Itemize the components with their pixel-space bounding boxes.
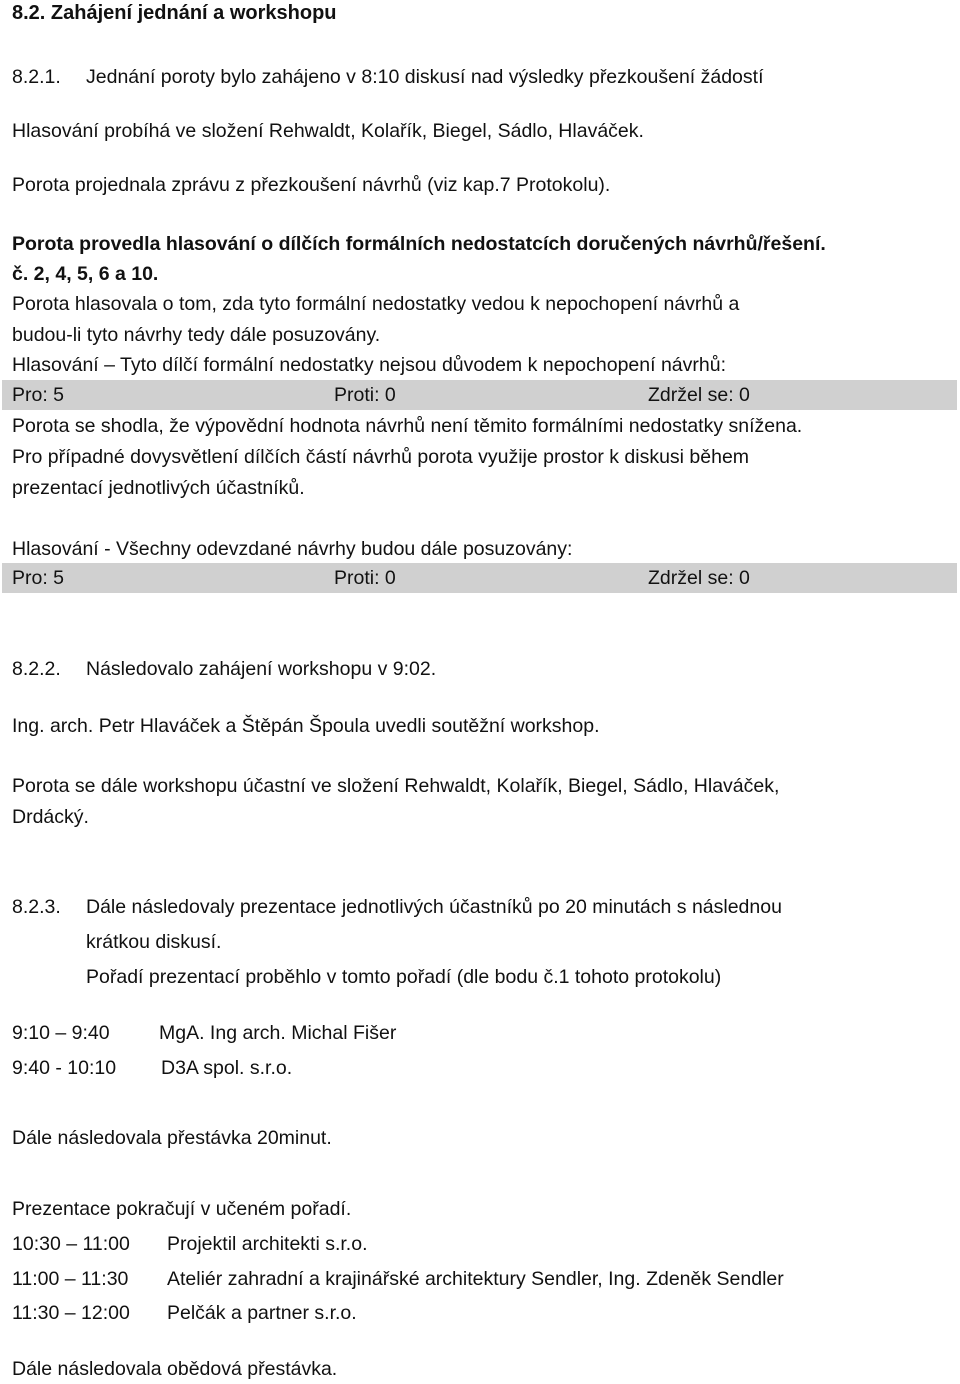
paragraph-line: Porota projednala zprávu z přezkoušení návrhů (viz kap.7 Protokolu). — [12, 174, 611, 196]
paragraph-line: Porota se dále workshopu účastní ve složení Rehwaldt, Kolařík, Biegel, Sádlo, Hlaváček, — [12, 775, 780, 797]
paragraph-line: krátkou diskusí. — [86, 931, 222, 953]
schedule-row — [12, 1231, 367, 1257]
schedule-name: MgA. Ing arch. Michal Fišer — [159, 1022, 397, 1044]
schedule-time: 9:40 - 10:10 — [12, 1057, 117, 1079]
schedule-name: Ateliér zahradní a krajinářské architektury Sendler, Ing. Zdeněk Sendler — [167, 1268, 784, 1290]
item-number: 8.2.2. — [12, 658, 61, 680]
paragraph-line: Pro případné dovysvětlení dílčích částí návrhů porota využije prostor k diskusi během — [12, 446, 750, 468]
vote-result-bar — [2, 563, 957, 593]
paragraph-line: Prezentace pokračují v učeném pořadí. — [12, 1198, 352, 1220]
paragraph-line: budou-li tyto návrhy tedy dále posuzovány. — [12, 324, 381, 346]
vote-label: Hlasování - Všechny odevzdané návrhy budou dále posuzovány: — [12, 538, 573, 560]
paragraph-line: Porota se shodla, že výpovědní hodnota návrhů není těmito formálními nedostatky snížena. — [12, 415, 803, 437]
vote-pro: Pro: 5 — [12, 567, 65, 589]
bold-paragraph-line: č. 2, 4, 5, 6 a 10. — [12, 263, 159, 285]
vote-pro: Pro: 5 — [12, 384, 65, 406]
paragraph-line: Hlasování probíhá ve složení Rehwaldt, Kolařík, Biegel, Sádlo, Hlaváček. — [12, 120, 644, 142]
item-number: 8.2.1. — [12, 66, 61, 88]
schedule-row — [12, 1266, 784, 1292]
break-note: Dále následovala obědová přestávka. — [12, 1358, 338, 1380]
schedule-time: 11:00 – 11:30 — [12, 1268, 129, 1290]
bold-paragraph-line: Porota provedla hlasování o dílčích formálních nedostatcích doručených návrhů/řešení. — [12, 233, 826, 255]
schedule-time: 10:30 – 11:00 — [12, 1233, 130, 1255]
vote-label: Hlasování – Tyto dílčí formální nedostatky nejsou důvodem k nepochopení návrhů: — [12, 354, 726, 376]
paragraph-text: Dále následovaly prezentace jednotlivých účastníků po 20 minutách s následnou — [86, 896, 782, 918]
schedule-name: D3A spol. s.r.o. — [161, 1057, 293, 1079]
schedule-time: 11:30 – 12:00 — [12, 1302, 130, 1324]
paragraph-line: Porota hlasovala o tom, zda tyto formální nedostatky vedou k nepochopení návrhů a — [12, 293, 740, 315]
paragraph-text: Následovalo zahájení workshopu v 9:02. — [86, 658, 437, 680]
paragraph-text: Jednání poroty bylo zahájeno v 8:10 diskusí nad výsledky přezkoušení žádostí — [86, 66, 764, 88]
section-heading: 8.2. Zahájení jednání a workshopu — [12, 2, 337, 24]
schedule-row — [12, 1020, 396, 1046]
item-8-2-1-line1 — [12, 64, 764, 90]
schedule-row — [12, 1300, 357, 1326]
schedule-row — [12, 1055, 292, 1081]
paragraph-line: Ing. arch. Petr Hlaváček a Štěpán Špoula uvedli soutěžní workshop. — [12, 715, 600, 737]
item-8-2-2-line1 — [12, 656, 436, 682]
schedule-time: 9:10 – 9:40 — [12, 1022, 110, 1044]
item-8-2-3-line1 — [12, 894, 782, 920]
vote-zdrzel: Zdržel se: 0 — [648, 384, 750, 406]
schedule-name: Projektil architekti s.r.o. — [167, 1233, 368, 1255]
schedule-name: Pelčák a partner s.r.o. — [167, 1302, 357, 1324]
item-number: 8.2.3. — [12, 896, 61, 918]
paragraph-line: Drdácký. — [12, 806, 89, 828]
break-note: Dále následovala přestávka 20minut. — [12, 1127, 332, 1149]
paragraph-line: Pořadí prezentací proběhlo v tomto pořadí (dle bodu č.1 tohoto protokolu) — [86, 966, 722, 988]
vote-proti: Proti: 0 — [334, 567, 396, 589]
vote-proti: Proti: 0 — [334, 384, 396, 406]
vote-zdrzel: Zdržel se: 0 — [648, 567, 750, 589]
paragraph-line: prezentací jednotlivých účastníků. — [12, 477, 305, 499]
vote-result-bar — [2, 380, 957, 410]
